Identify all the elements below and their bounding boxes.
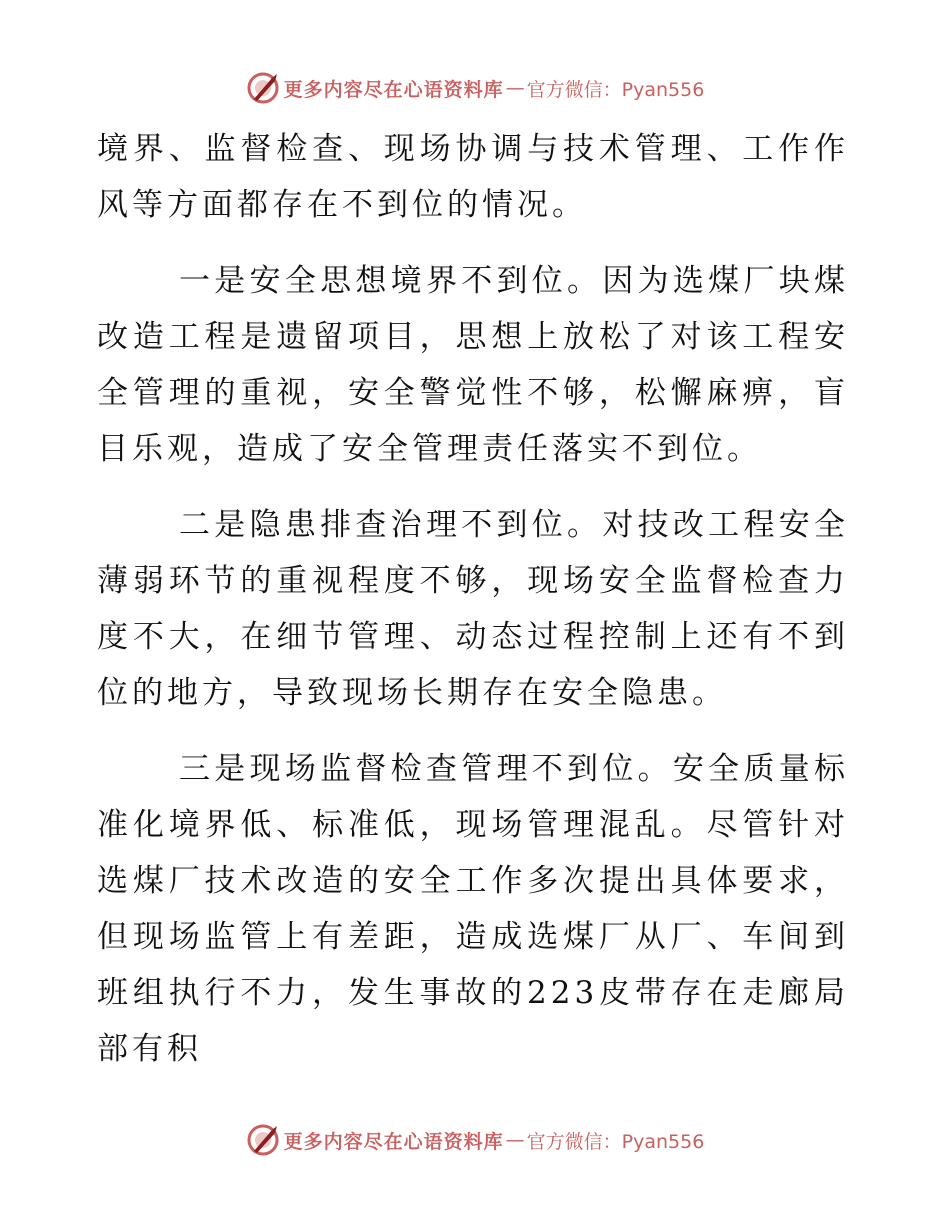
quill-logo-icon xyxy=(246,71,280,105)
quill-logo-icon xyxy=(246,1123,280,1157)
paragraph-continuation: 境界、监督检查、现场协调与技术管理、工作作风等方面都存在不到位的情况。 xyxy=(97,131,849,223)
paragraph-safety-mindset: 一是安全思想境界不到位。因为选煤厂块煤改造工程是遗留项目，思想上放松了对该工程安全管理的重视，安全警觉性不够，松懈麻痹，盲目乐观，造成了安全管理责任落实不到位。 xyxy=(97,263,849,467)
watermark-contact: 官方微信：Pyan556 xyxy=(526,1130,705,1153)
header-watermark xyxy=(0,66,950,110)
paragraph-site-supervision: 三是现场监督检查管理不到位。安全质量标准化境界低、标准低，现场管理混乱。尽管针对选煤厂技术改造的安全工作多次提出具体要求，但现场监管上有差距，造成选煤厂从厂、车间到班组执行不力，发生事故的223皮带存在走廊局部有积 xyxy=(97,751,849,1067)
watermark-text: 更多内容尽在心语资料库 xyxy=(283,78,504,101)
watermark-dash: — xyxy=(505,77,525,99)
paragraph-hazard-inspection: 二是隐患排查治理不到位。对技改工程安全薄弱环节的重视程度不够，现场安全监督检查力度不大，在细节管理、动态过程控制上还有不到位的地方，导致现场长期存在安全隐患。 xyxy=(97,507,849,711)
footer-watermark xyxy=(0,1118,950,1162)
document-body xyxy=(97,121,849,1097)
watermark-contact: 官方微信：Pyan556 xyxy=(526,78,705,101)
watermark-text: 更多内容尽在心语资料库 xyxy=(283,1130,504,1153)
watermark-dash: — xyxy=(505,1129,525,1151)
